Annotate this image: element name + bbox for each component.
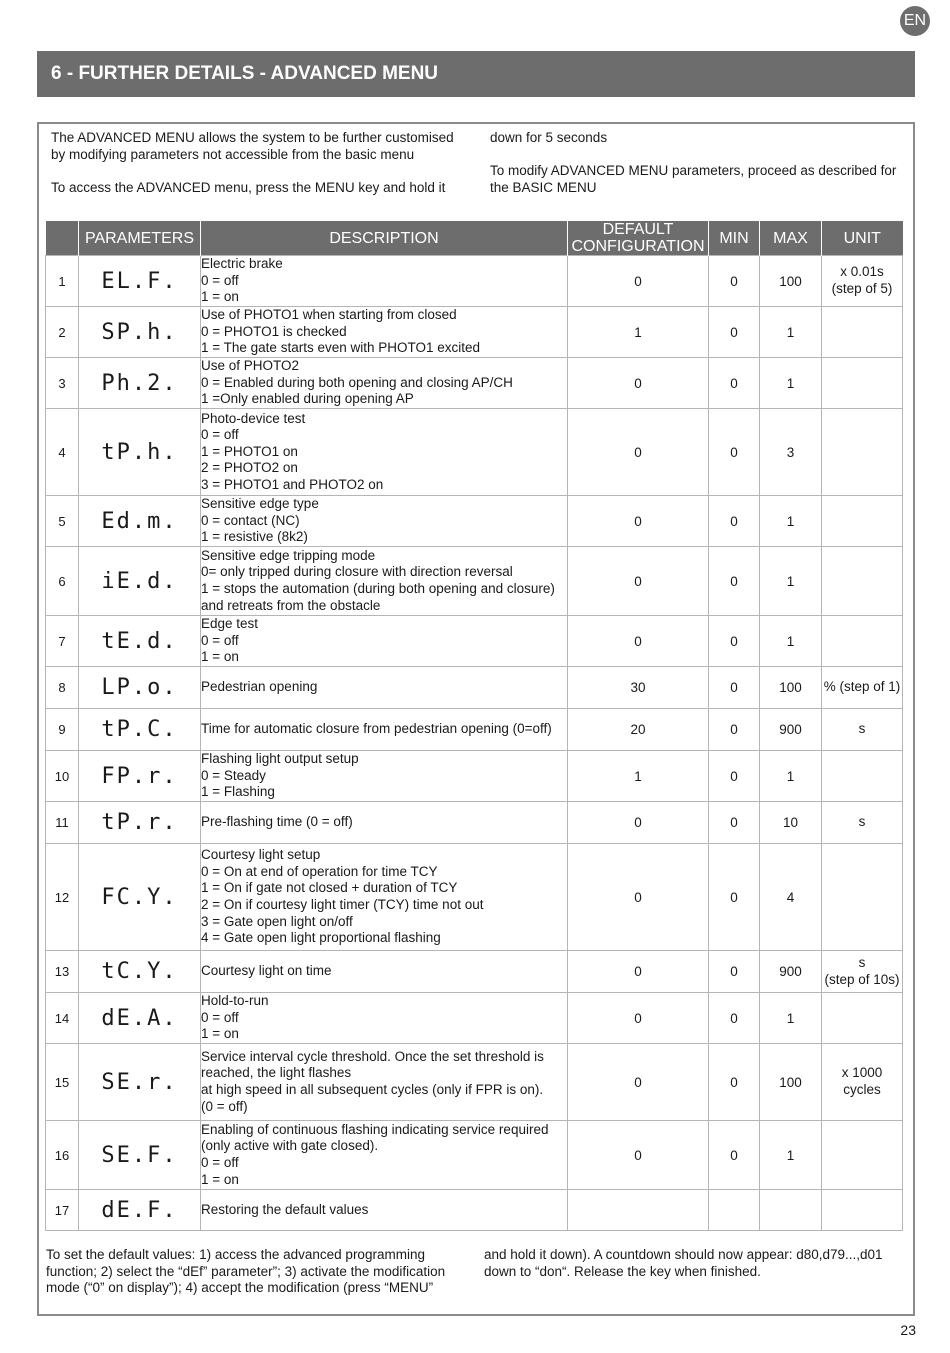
default-value: 30 (568, 667, 709, 709)
row-description: Courtesy light on time (201, 951, 568, 993)
parameter-code: dE.F. (79, 1190, 201, 1231)
row-number: 10 (46, 751, 79, 802)
row-description: Time for automatic closure from pedestrian opening (0=off) (201, 709, 568, 751)
max-value: 1 (760, 1121, 822, 1190)
default-value: 20 (568, 709, 709, 751)
default-value: 0 (568, 409, 709, 496)
row-description: Enabling of continuous flashing indicating service required (only active with gate closed). 0 = off 1 = on (201, 1121, 568, 1190)
max-value: 100 (760, 1044, 822, 1121)
max-value: 1 (760, 358, 822, 409)
unit-value: s (822, 802, 903, 844)
min-value: 0 (709, 1121, 760, 1190)
parameter-code: dE.A. (79, 993, 201, 1044)
max-value: 1 (760, 547, 822, 616)
parameter-code: LP.o. (79, 667, 201, 709)
section-title: 6 - FURTHER DETAILS - ADVANCED MENU (37, 51, 915, 97)
parameter-code: FP.r. (79, 751, 201, 802)
row-description: Flashing light output setup 0 = Steady 1 = Flashing (201, 751, 568, 802)
footer-text-left: To set the default values: 1) access the advanced programming function; 2) select the “dEf” parameter”; 3) activate the modification mode (“0” on display”); 4) accept the modification (press “MENU” (46, 1247, 446, 1295)
max-value: 900 (760, 951, 822, 993)
max-value: 100 (760, 256, 822, 307)
min-value: 0 (709, 409, 760, 496)
row-description: Pedestrian opening (201, 667, 568, 709)
table-row (46, 358, 903, 409)
row-number: 3 (46, 358, 79, 409)
default-value: 0 (568, 616, 709, 667)
parameter-code: tE.d. (79, 616, 201, 667)
max-value: 1 (760, 496, 822, 547)
default-value: 0 (568, 1121, 709, 1190)
min-value: 0 (709, 616, 760, 667)
unit-value (822, 1190, 903, 1231)
parameter-code: tP.r. (79, 802, 201, 844)
max-value: 1 (760, 993, 822, 1044)
table-row (46, 616, 903, 667)
table-row (46, 1044, 903, 1121)
table-row (46, 993, 903, 1044)
table-row (46, 1121, 903, 1190)
default-value: 0 (568, 951, 709, 993)
row-description: Service interval cycle threshold. Once the set threshold is reached, the light flashes at high speed in all subsequent cycles (only if FPR is on). (0 = off) (201, 1044, 568, 1121)
default-value: 0 (568, 256, 709, 307)
min-value: 0 (709, 358, 760, 409)
table-row (46, 751, 903, 802)
default-value: 0 (568, 802, 709, 844)
unit-value (822, 844, 903, 951)
min-value (709, 1190, 760, 1231)
intro-text-left: The ADVANCED MENU allows the system to be further customised by modifying parameters not accessible from the basic menu To access the ADVANCED menu, press the MENU key and hold it (51, 130, 454, 195)
row-number: 1 (46, 256, 79, 307)
max-value: 4 (760, 844, 822, 951)
min-value: 0 (709, 751, 760, 802)
unit-value (822, 496, 903, 547)
unit-value: x 1000 cycles (822, 1044, 903, 1121)
max-value: 3 (760, 409, 822, 496)
max-value: 1 (760, 616, 822, 667)
default-value: 0 (568, 547, 709, 616)
header-parameters: PARAMETERS (79, 221, 201, 256)
unit-value: % (step of 1) (822, 667, 903, 709)
page-number: 23 (900, 1322, 916, 1338)
header-number (46, 221, 79, 256)
default-value: 0 (568, 844, 709, 951)
row-number: 14 (46, 993, 79, 1044)
unit-value: s (822, 709, 903, 751)
default-value: 0 (568, 993, 709, 1044)
unit-value: s (step of 10s) (822, 951, 903, 993)
min-value: 0 (709, 496, 760, 547)
row-number: 2 (46, 307, 79, 358)
unit-value (822, 751, 903, 802)
row-number: 5 (46, 496, 79, 547)
parameter-code: tP.h. (79, 409, 201, 496)
max-value: 1 (760, 751, 822, 802)
parameter-code: SP.h. (79, 307, 201, 358)
row-description: Sensitive edge tripping mode 0= only tripped during closure with direction reversal 1 = stops the automation (during both opening and closure) and retreats from the obstacle (201, 547, 568, 616)
parameter-code: EL.F. (79, 256, 201, 307)
language-badge: EN (900, 6, 930, 36)
row-description: Sensitive edge type 0 = contact (NC) 1 = resistive (8k2) (201, 496, 568, 547)
min-value: 0 (709, 709, 760, 751)
footer-text-right: and hold it down). A countdown should now appear: d80,d79...,d01 down to “don“. Release the key when finished. (484, 1247, 883, 1279)
row-description: Electric brake 0 = off 1 = on (201, 256, 568, 307)
min-value: 0 (709, 547, 760, 616)
unit-value (822, 993, 903, 1044)
default-value: 0 (568, 496, 709, 547)
row-number: 13 (46, 951, 79, 993)
row-description: Pre-flashing time (0 = off) (201, 802, 568, 844)
min-value: 0 (709, 1044, 760, 1121)
default-value: 0 (568, 1044, 709, 1121)
row-number: 15 (46, 1044, 79, 1121)
row-number: 11 (46, 802, 79, 844)
row-number: 17 (46, 1190, 79, 1231)
row-number: 8 (46, 667, 79, 709)
max-value (760, 1190, 822, 1231)
table-row (46, 496, 903, 547)
parameter-code: tC.Y. (79, 951, 201, 993)
max-value: 100 (760, 667, 822, 709)
row-description: Restoring the default values (201, 1190, 568, 1231)
table-row (46, 951, 903, 993)
min-value: 0 (709, 307, 760, 358)
row-number: 6 (46, 547, 79, 616)
row-description: Edge test 0 = off 1 = on (201, 616, 568, 667)
unit-value (822, 307, 903, 358)
row-number: 7 (46, 616, 79, 667)
unit-value: x 0.01s (step of 5) (822, 256, 903, 307)
table-row (46, 709, 903, 751)
header-unit: UNIT (822, 221, 903, 256)
unit-value (822, 1121, 903, 1190)
row-description: Use of PHOTO1 when starting from closed 0 = PHOTO1 is checked 1 = The gate starts even with PHOTO1 excited (201, 307, 568, 358)
header-min: MIN (709, 221, 760, 256)
table-row (46, 802, 903, 844)
min-value: 0 (709, 256, 760, 307)
row-description: Courtesy light setup 0 = On at end of operation for time TCY 1 = On if gate not closed + duration of TCY 2 = On if courtesy light timer (TCY) time not out 3 = Gate open light on/off 4 = Gate open light proportional flashing (201, 844, 568, 951)
min-value: 0 (709, 667, 760, 709)
unit-value (822, 358, 903, 409)
row-number: 16 (46, 1121, 79, 1190)
header-default: DEFAULT CONFIGURATION (568, 221, 709, 256)
unit-value (822, 616, 903, 667)
table-row (46, 1190, 903, 1231)
parameter-code: SE.F. (79, 1121, 201, 1190)
max-value: 900 (760, 709, 822, 751)
max-value: 1 (760, 307, 822, 358)
table-header-row (46, 221, 903, 256)
parameter-code: iE.d. (79, 547, 201, 616)
table-row (46, 844, 903, 951)
table-row (46, 547, 903, 616)
min-value: 0 (709, 802, 760, 844)
advanced-menu-table (45, 221, 903, 1231)
default-value: 1 (568, 307, 709, 358)
unit-value (822, 409, 903, 496)
table-row (46, 409, 903, 496)
table-row (46, 307, 903, 358)
header-max: MAX (760, 221, 822, 256)
row-number: 4 (46, 409, 79, 496)
row-number: 12 (46, 844, 79, 951)
row-description: Hold-to-run 0 = off 1 = on (201, 993, 568, 1044)
parameter-code: SE.r. (79, 1044, 201, 1121)
min-value: 0 (709, 951, 760, 993)
default-value: 1 (568, 751, 709, 802)
parameter-code: Ph.2. (79, 358, 201, 409)
table-body (46, 256, 903, 1231)
table-row (46, 256, 903, 307)
parameter-code: Ed.m. (79, 496, 201, 547)
default-value (568, 1190, 709, 1231)
row-description: Photo-device test 0 = off 1 = PHOTO1 on 2 = PHOTO2 on 3 = PHOTO1 and PHOTO2 on (201, 409, 568, 496)
min-value: 0 (709, 993, 760, 1044)
max-value: 10 (760, 802, 822, 844)
table-row (46, 667, 903, 709)
header-description: DESCRIPTION (201, 221, 568, 256)
unit-value (822, 547, 903, 616)
row-number: 9 (46, 709, 79, 751)
intro-text-right: down for 5 seconds To modify ADVANCED MENU parameters, proceed as described for the BASIC MENU (490, 130, 897, 195)
parameter-code: FC.Y. (79, 844, 201, 951)
parameter-code: tP.C. (79, 709, 201, 751)
row-description: Use of PHOTO2 0 = Enabled during both opening and closing AP/CH 1 =Only enabled during opening AP (201, 358, 568, 409)
default-value: 0 (568, 358, 709, 409)
min-value: 0 (709, 844, 760, 951)
